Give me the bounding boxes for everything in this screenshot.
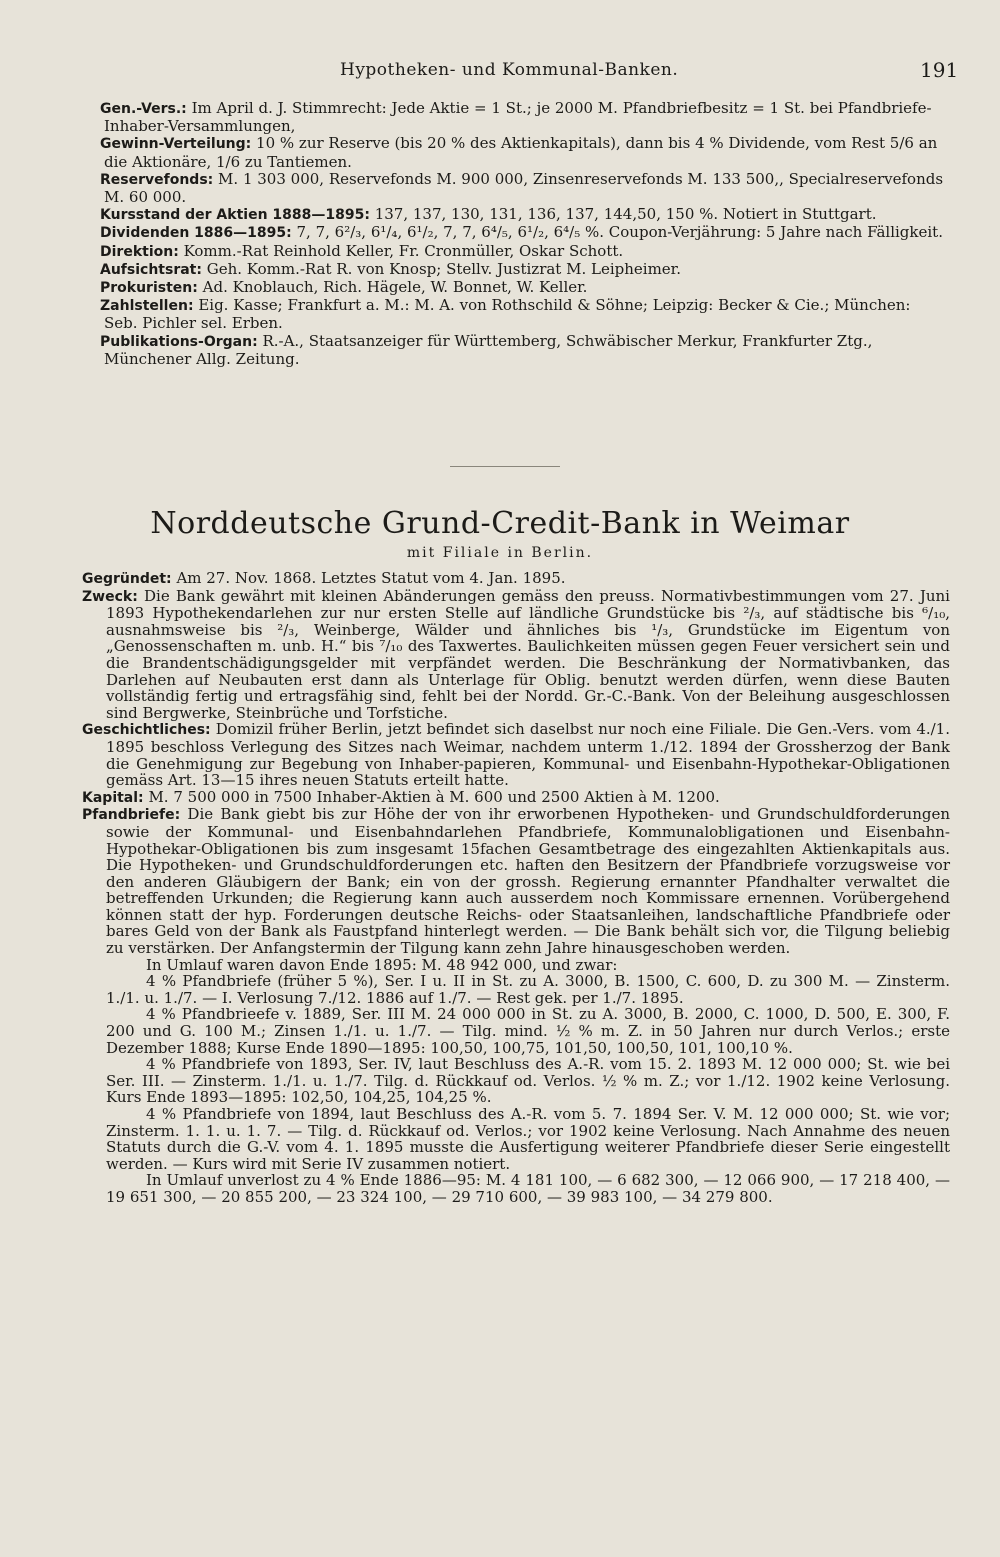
page-number: 191 [920,58,959,82]
entry-label: Dividenden 1886—1895: [100,225,292,242]
entry-prokuristen [76,279,948,297]
subpara-serie-1-2: 4 % Pfandbriefe (früher 5 %), Ser. I u. II in St. zu A. 3000, B. 1500, C. 600, D. zu 300 M. — Zinsterm. 1./1. u. 1./7. — I. Verlosung 7./12. 1886 auf 1./7. — Rest gek. per 1./7. 1895. [106,972,950,1007]
entry-text: Eig. Kasse; Frankfurt a. M.: M. A. von Rothschild & Söhne; Leipzig: Becker & Cie.; München: Seb. Pichler sel. Erben. [104,296,911,333]
subpara-umlauf: In Umlauf waren davon Ende 1895: M. 48 942 000, und zwar: [146,955,618,974]
entry-zahlstellen [76,297,948,332]
running-title: Hypotheken- und Kommunal-Banken. [340,60,679,80]
entry-text: 137, 137, 130, 131, 136, 137, 144,50, 150 %. Notiert in Stuttgart. [374,205,877,224]
para-kapital [80,789,950,807]
previous-bank-section [80,100,948,368]
para-text: Die Bank giebt bis zur Höhe der von ihr erworbenen Hypotheken- und Grundschuldforderungen sowie der Kommunal- und Eisenbahndarlehen Pfandbriefe, Kommunalobligationen und Eisenbahn-Hypothekar-Obligationen bis zum insgesamt 15fachen Gesamtbetrage des eingezahlten Aktienkapitals aus. Die Hypotheken- und Grundschuldforderungen etc. haften den Besitzern der Pfandbriefe vorzugsweise vor den anderen Gläubigern der Bank; ein von der grossh. Regierung ernannter Pfandhalter verwaltet die betreffenden Urkunden; die Regierung kann auch ausserdem noch Kommissare ernennen. Vorübergehend können statt der hyp. Forderungen deutsche Reichs- oder Staatsanleihen, landschaftliche Pfandbriefe oder bares Geld von der Bank als Faustpfand hinterlegt werden. — Die Bank behält sich vor, die Tilgung beliebig zu verstärken. Der Anfangstermin der Tilgung kann zehn Jahre hinausgeschoben werden. [106,805,951,958]
entry-reservefonds [76,171,948,206]
para-text: Die Bank gewährt mit kleinen Abänderungen gemäss den preuss. Normativbestimmungen vom 27. Juni 1893 Hypothekendarlehen zur nur ersten Stelle auf ländliche Grundstücke bis ²/₃, auf städtische bis ⁶/₁₀, ausnahmsweise bis ²/₃, Weinberge, Wälder und ähnliches bis ¹/₃, Grundstücke im Eigentum von „Genossenschaften m. unb. H.“ bis ⁷/₁₀ des Taxwertes. Baulichkeiten müssen gegen Feuer versichert sein und die Brandentschädigungsgelder mit verpfändet werden. Die Beschränkung der Normativbanken, das Darlehen auf Neubauten erst dann als Unterlage für Oblig. benutzt werden dürfen, wenn diese Bauten vollständig fertig und ertragsfähig sind, fehlt bei der Nordd. Gr.-C.-Bank. Von der Beleihung ausgeschlossen sind Bergwerke, Steinbrüche und Torfstiche. [106,586,950,722]
entry-gewinn-verteilung [76,135,948,170]
entry-label: Gewinn-Verteilung: [100,136,252,153]
entry-label: Gen.-Vers.: [100,101,187,117]
bank-subtitle: mit Filiale in Berlin. [406,545,594,561]
entry-kursstand [76,206,948,224]
para-label: Pfandbriefe: [82,807,181,824]
para-label: Geschichtliches: [82,722,211,739]
entry-text: Geh. Komm.-Rat R. von Knosp; Stellv. Justizrat M. Leipheimer. [206,259,681,278]
bank-section [80,570,950,1206]
entry-aufsichtsrat [76,261,948,279]
para-label: Gegründet: [82,571,172,587]
para-text: Am 27. Nov. 1868. Letztes Statut vom 4. Jan. 1895. [176,569,566,587]
subpara-serie-5: 4 % Pfandbriefe von 1894, laut Beschluss des A.-R. vom 5. 7. 1894 Ser. V. M. 12 000 000; St. wie vor; Zinsterm. 1. 1. u. 1. 7. — Tilg. d. Rückkauf od. Verlos.; vor 1902 keine Verlosung. Nach Annahme des neuen Statuts durch die G.-V. vom 4. 1. 1895 musste die Ausfertigung weiterer Pfandbriefe dieser Serie eingestellt werden. — Kurs wird mit Serie IV zusammen notiert. [106,1105,950,1173]
entry-text: Komm.-Rat Reinhold Keller, Fr. Cronmüller, Oskar Schott. [183,241,624,260]
entry-text: M. 1 303 000, Reservefonds M. 900 000, Zinsenreservefonds M. 133 500,, Specialreservefonds M. 60 000. [104,169,944,207]
entry-text: Im April d. J. Stimmrecht: Jede Aktie = 1 St.; je 2000 M. Pfandbriefbesitz = 1 St. bei Pfandbriefe-Inhaber-Versammlungen, [104,99,932,136]
entry-label: Reservefonds: [100,171,214,188]
entry-text: 10 % zur Reserve (bis 20 % des Aktienkapitals), dann bis 4 % Dividende, vom Rest 5/6 an die Aktionäre, 1/6 zu Tantiemen. [104,134,938,171]
entry-dividenden [76,224,948,242]
entry-label: Aufsichtsrat: [100,261,202,278]
entry-label: Prokuristen: [100,280,198,297]
entry-publikations-organ [76,333,948,368]
para-geschichtliches [80,721,950,788]
entry-label: Kursstand der Aktien 1888—1895: [100,207,370,224]
section-divider [450,466,560,467]
running-head [0,60,1000,90]
para-label: Kapital: [82,789,144,806]
entry-text: Ad. Knoblauch, Rich. Hägele, W. Bonnet, W. Keller. [202,278,588,297]
para-text: M. 7 500 000 in 7500 Inhaber-Aktien à M. 600 und 2500 Aktien à M. 1200. [148,787,720,806]
entry-label: Direktion: [100,243,179,260]
entry-gen-vers [76,100,948,135]
subpara-serie-4: 4 % Pfandbriefe von 1893, Ser. IV, laut Beschluss des A.-R. vom 15. 2. 1893 M. 12 000 000; St. wie bei Ser. III. — Zinsterm. 1./1. u. 1./7. Tilg. d. Rückkauf od. Verlos. ½ % m. Z.; vor 1./12. 1902 keine Verlosung. Kurs Ende 1893—1895: 102,50, 104,25, 104,25 %. [106,1055,950,1107]
para-zweck [80,588,950,722]
entry-label: Zahlstellen: [100,298,194,315]
para-label: Zweck: [82,588,138,605]
entry-text: R.-A., Staatsanzeiger für Württemberg, Schwäbischer Merkur, Frankfurter Ztg., Münchener Allg. Zeitung. [104,331,873,368]
entry-label: Publikations-Organ: [100,333,258,350]
bank-title: Norddeutsche Grund-Credit-Bank in Weimar [150,506,850,541]
subpara-serie-3: 4 % Pfandbrieefe v. 1889, Ser. III M. 24 000 000 in St. zu A. 3000, B. 2000, C. 1000, D. 500, E. 300, F. 200 und G. 100 M.; Zinsen 1./1. u. 1./7. — Tilg. mind. ½ % m. Z. in 50 Jahren nur durch Verlos.; erste Dezember 1888; Kurse Ende 1890—1895: 100,50, 100,75, 101,50, 100,50, 101, 100,10 %. [106,1005,950,1057]
para-gegruendet [80,570,950,588]
entry-direktion [76,243,948,261]
entry-text: 7, 7, 6²/₃, 6¹/₄, 6¹/₂, 7, 7, 6⁴/₅, 6¹/₂, 6⁴/₅ %. Coupon-Verjährung: 5 Jahre nach Fälligkeit. [296,223,943,242]
subpara-umlauf-unverlost: In Umlauf unverlost zu 4 % Ende 1886—95: M. 4 181 100, — 6 682 300, — 12 066 900, — 17 218 400, — 19 651 300, — 20 855 200, — 23 324 100, — 29 710 600, — 39 983 100, — 34 279 800. [106,1171,950,1206]
para-text: Domizil früher Berlin, jetzt befindet sich daselbst nur noch eine Filiale. Die Gen.-Vers. vom 4./1. 1895 beschloss Verlegung des Sitzes nach Weimar, nachdem unterm 1./12. 1894 der Grossherzog der Bank die Genehmigung zur Begebung von Inhaber-papieren, Kommunal- und Eisenbahn-Hypothekar-Obligationen gemäss Art. 13—15 ihres neuen Statuts erteilt hatte. [106,720,950,790]
para-pfandbriefe [80,806,950,956]
